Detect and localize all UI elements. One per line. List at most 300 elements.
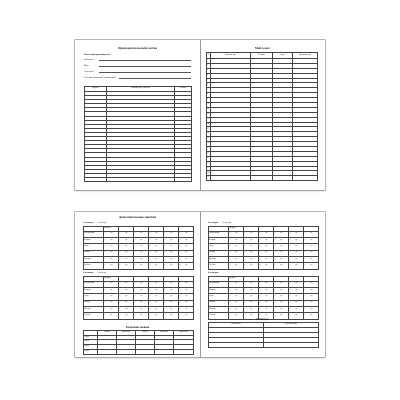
students-table (206, 52, 318, 181)
from-label: с (304, 288, 306, 291)
time-cell[interactable] (119, 263, 134, 269)
time-cell[interactable] (149, 313, 164, 319)
subject-header: Предмет (104, 276, 119, 281)
from-label: с (149, 251, 151, 254)
from-label: с (104, 257, 106, 260)
to-label: до (295, 282, 298, 285)
from-label: с (119, 238, 121, 241)
from-label: с (119, 232, 121, 235)
time-cell[interactable] (274, 263, 289, 269)
to-label: до (185, 264, 188, 267)
subject-header: Предмет (104, 226, 119, 231)
to-label: до (235, 301, 238, 304)
from-label: с (164, 232, 166, 235)
from-label: с (149, 232, 151, 235)
to-label: до (295, 257, 298, 260)
to-label: до (125, 238, 128, 241)
row-number: 23 (207, 166, 211, 171)
time-cell[interactable] (259, 263, 274, 269)
from-label: с (164, 282, 166, 285)
from-label: с (104, 307, 106, 310)
from-label: с (274, 288, 276, 291)
to-label: до (265, 238, 268, 241)
bells-col-header: Примечание (174, 331, 194, 336)
from-label: с (274, 295, 276, 298)
to-label: до (110, 314, 113, 317)
from-label: с (229, 295, 231, 298)
from-label: с (289, 245, 291, 248)
bells-cell[interactable] (174, 349, 194, 354)
from-label: с (289, 264, 291, 267)
to-label: до (280, 314, 283, 317)
from-label: с (259, 264, 261, 267)
to-label: до (125, 251, 128, 254)
time-cell[interactable] (304, 263, 319, 269)
from-label: с (104, 238, 106, 241)
from-label: с (134, 245, 136, 248)
day-label: Пятница (209, 257, 229, 263)
to-label: до (235, 307, 238, 310)
to-label: до (310, 282, 313, 285)
from-label: с (149, 307, 151, 310)
time-cell[interactable] (289, 263, 304, 269)
from-label: с (164, 245, 166, 248)
row-number: 8 (207, 93, 211, 98)
from-label: с (179, 307, 181, 310)
from-label: с (164, 307, 166, 310)
to-label: до (235, 288, 238, 291)
from-label: с (304, 238, 306, 241)
to-label: до (185, 238, 188, 241)
to-label: до (295, 288, 298, 291)
to-label: до (185, 295, 188, 298)
from-label: с (274, 301, 276, 304)
teacher-field-label: Отчество (84, 70, 94, 73)
from-label: с (229, 232, 231, 235)
row-number: 3 (207, 68, 211, 73)
lesson-label: 2 урок (84, 340, 98, 345)
from-label: с (179, 257, 181, 260)
table-row (207, 176, 318, 181)
from-label: с (304, 232, 306, 235)
to-label: до (140, 314, 143, 317)
from-label: с (259, 314, 261, 317)
from-label: с (229, 238, 231, 241)
to-label: до (155, 301, 158, 304)
to-label: до (280, 251, 283, 254)
bells-cell[interactable] (117, 349, 136, 354)
time-cell[interactable] (179, 313, 194, 319)
bells-col-header: Начало (136, 331, 155, 336)
quarter-label: 4 четверть (208, 272, 219, 274)
class-teacher-label: Классный руководитель (84, 53, 111, 56)
from-label: с (119, 251, 121, 254)
to-label: до (250, 282, 253, 285)
to-label: до (185, 307, 188, 310)
to-label: до (310, 251, 313, 254)
bells-col-header: Окончание (155, 331, 174, 336)
to-label: до (235, 314, 238, 317)
day-label: Понедельник (84, 281, 104, 287)
from-label: с (289, 295, 291, 298)
from-label: с (164, 238, 166, 241)
day-label: Четверг (84, 250, 104, 256)
lesson-label: 4 урок (84, 349, 98, 354)
teachers-col-header: Предмет (85, 87, 107, 92)
teacher-field-line[interactable] (119, 78, 191, 79)
from-label: с (229, 251, 231, 254)
bottom-spread (75, 212, 325, 357)
time-cell[interactable] (149, 263, 164, 269)
teachers-title: Преподавательский состав (118, 46, 157, 50)
to-label: до (280, 238, 283, 241)
from-label: с (149, 282, 151, 285)
from-label: с (289, 257, 291, 260)
bells-cell[interactable] (155, 349, 174, 354)
from-label: с (244, 238, 246, 241)
to-label: до (185, 251, 188, 254)
table-row (84, 263, 194, 269)
to-label: до (295, 301, 298, 304)
from-label: с (104, 232, 106, 235)
day-label: Пятница (84, 257, 104, 263)
to-label: до (295, 264, 298, 267)
from-label: с (274, 282, 276, 285)
to-label: до (310, 301, 313, 304)
to-label: до (250, 264, 253, 267)
time-cell[interactable] (104, 313, 119, 319)
to-label: до (170, 301, 173, 304)
time-cell[interactable] (119, 313, 134, 319)
to-label: до (140, 264, 143, 267)
to-label: до (170, 245, 173, 248)
from-label: с (304, 295, 306, 298)
from-label: с (274, 257, 276, 260)
to-label: до (250, 301, 253, 304)
from-label: с (244, 264, 246, 267)
to-label: до (110, 232, 113, 235)
to-label: до (280, 232, 283, 235)
to-label: до (170, 238, 173, 241)
to-label: до (185, 282, 188, 285)
extra-classes-page-right (200, 212, 325, 357)
from-label: с (259, 232, 261, 235)
from-label: с (149, 257, 151, 260)
time-cell[interactable] (134, 313, 149, 319)
row-number: 9 (207, 98, 211, 103)
schedule-table (83, 226, 194, 270)
to-label: до (110, 238, 113, 241)
from-label: с (119, 282, 121, 285)
teachers-col-header: Фамилия, имя, отчество (107, 87, 175, 92)
to-label: до (310, 314, 313, 317)
teachers-cell[interactable] (107, 177, 175, 181)
from-label: с (164, 314, 166, 317)
to-label: до (125, 307, 128, 310)
from-label: с (274, 307, 276, 310)
time-cell[interactable] (134, 263, 149, 269)
from-label: с (164, 301, 166, 304)
from-label: с (244, 257, 246, 260)
time-cell[interactable] (229, 263, 244, 269)
to-label: до (170, 282, 173, 285)
row-number: 13 (207, 117, 211, 122)
to-label: до (125, 288, 128, 291)
from-label: с (229, 257, 231, 260)
holidays-cell[interactable] (209, 343, 264, 348)
to-label: до (185, 301, 188, 304)
from-label: с (179, 295, 181, 298)
to-label: до (125, 245, 128, 248)
quarter-label: 3 четверть (208, 222, 219, 224)
from-label: с (289, 238, 291, 241)
students-cell[interactable] (211, 176, 251, 181)
from-label: с (164, 295, 166, 298)
from-label: с (244, 232, 246, 235)
students-cell[interactable] (251, 176, 273, 181)
row-number: 14 (207, 122, 211, 127)
teachers-cell[interactable] (175, 177, 192, 181)
day-label: Четверг (84, 300, 104, 306)
to-label: до (280, 282, 283, 285)
from-label: с (119, 314, 121, 317)
row-number: 15 (207, 127, 211, 132)
row-number: 19 (207, 147, 211, 152)
subject-header: Предмет (229, 226, 244, 231)
to-label: до (295, 238, 298, 241)
to-label: до (110, 257, 113, 260)
bells-cell[interactable] (136, 349, 155, 354)
from-label: с (179, 251, 181, 254)
to-label: до (310, 232, 313, 235)
day-label: Суббота (84, 313, 104, 319)
bells-title: Расписание звонков (125, 326, 150, 329)
from-label: с (289, 232, 291, 235)
teacher-field-line[interactable] (99, 60, 191, 61)
from-label: с (104, 288, 106, 291)
to-label: до (170, 295, 173, 298)
from-label: с (244, 245, 246, 248)
row-number: 22 (207, 161, 211, 166)
to-label: до (295, 307, 298, 310)
to-label: до (110, 251, 113, 254)
to-label: до (280, 257, 283, 260)
to-label: до (295, 245, 298, 248)
row-number: 10 (207, 103, 211, 108)
to-label: до (235, 282, 238, 285)
from-label: с (164, 264, 166, 267)
table-row (84, 349, 194, 354)
lesson-label: 1 урок (84, 335, 98, 340)
to-label: до (310, 307, 313, 310)
to-label: до (155, 245, 158, 248)
to-label: до (155, 307, 158, 310)
to-label: до (250, 295, 253, 298)
from-label: с (179, 264, 181, 267)
holidays-cell[interactable] (264, 343, 319, 348)
to-label: до (110, 288, 113, 291)
to-label: до (265, 245, 268, 248)
students-col-header: Телефон (251, 53, 273, 59)
to-label: до (310, 238, 313, 241)
to-label: до (155, 282, 158, 285)
to-label: до (170, 264, 173, 267)
day-label: Суббота (209, 313, 229, 319)
time-cell[interactable] (164, 313, 179, 319)
to-label: до (295, 232, 298, 235)
time-cell[interactable] (179, 263, 194, 269)
row-number: 4 (207, 73, 211, 78)
from-label: с (304, 301, 306, 304)
from-label: с (134, 232, 136, 235)
from-label: с (134, 301, 136, 304)
teacher-field-line[interactable] (99, 72, 191, 73)
from-label: с (134, 264, 136, 267)
row-number: 1 (207, 59, 211, 64)
to-label: до (185, 288, 188, 291)
to-label: до (310, 245, 313, 248)
to-label: до (155, 288, 158, 291)
to-label: до (110, 264, 113, 267)
from-label: с (244, 251, 246, 254)
to-label: до (185, 232, 188, 235)
from-label: с (244, 295, 246, 298)
to-label: до (280, 264, 283, 267)
time-cell[interactable] (164, 263, 179, 269)
from-label: с (149, 264, 151, 267)
to-label: до (170, 257, 173, 260)
row-number: 2 (207, 63, 211, 68)
time-cell[interactable] (244, 263, 259, 269)
students-col-header: Дата рождения (293, 53, 318, 59)
row-number: 16 (207, 132, 211, 137)
from-label: с (134, 288, 136, 291)
teachers-page (75, 40, 201, 190)
from-label: с (229, 264, 231, 267)
to-label: до (235, 232, 238, 235)
to-label: до (310, 288, 313, 291)
from-label: с (259, 251, 261, 254)
holidays-col-header: Дата окончания (264, 323, 319, 328)
schedule-table (83, 276, 194, 320)
semester-label: 1 семестр (97, 272, 107, 274)
from-label: с (119, 245, 121, 248)
from-label: с (149, 301, 151, 304)
subject-header: Предмет (229, 276, 244, 281)
from-label: с (104, 264, 106, 267)
from-label: с (229, 314, 231, 317)
bells-cell[interactable] (98, 349, 117, 354)
teachers-table (84, 86, 192, 182)
day-label: Понедельник (209, 231, 229, 237)
from-label: с (244, 288, 246, 291)
holidays-table (208, 322, 319, 348)
students-cell[interactable] (273, 176, 293, 181)
to-label: до (235, 245, 238, 248)
to-label: до (265, 288, 268, 291)
from-label: с (104, 282, 106, 285)
row-number: 6 (207, 83, 211, 88)
from-label: с (149, 314, 151, 317)
from-label: с (179, 238, 181, 241)
to-label: до (310, 264, 313, 267)
from-label: с (289, 288, 291, 291)
to-label: до (265, 282, 268, 285)
from-label: с (289, 301, 291, 304)
to-label: до (155, 264, 158, 267)
my-class-title: Мой класс (254, 46, 271, 50)
from-label: с (244, 282, 246, 285)
row-number: 18 (207, 142, 211, 147)
day-label: Суббота (84, 263, 104, 269)
to-label: до (125, 257, 128, 260)
day-label: Среда (84, 294, 104, 300)
from-label: с (304, 257, 306, 260)
to-label: до (140, 238, 143, 241)
day-label: Вторник (209, 287, 229, 293)
from-label: с (104, 314, 106, 317)
to-label: до (155, 251, 158, 254)
to-label: до (280, 295, 283, 298)
to-label: до (155, 257, 158, 260)
students-cell[interactable] (293, 176, 318, 181)
from-label: с (259, 301, 261, 304)
from-label: с (259, 257, 261, 260)
from-label: с (134, 238, 136, 241)
extra-classes-page-left (75, 212, 201, 357)
to-label: до (250, 251, 253, 254)
quarter-label: 2 четверть (83, 272, 94, 274)
to-label: до (250, 314, 253, 317)
to-label: до (125, 264, 128, 267)
my-class-page (200, 40, 325, 190)
to-label: до (110, 307, 113, 310)
to-label: до (125, 301, 128, 304)
from-label: с (104, 301, 106, 304)
to-label: до (170, 288, 173, 291)
from-label: с (149, 245, 151, 248)
from-label: с (304, 314, 306, 317)
from-label: с (149, 295, 151, 298)
from-label: с (289, 314, 291, 317)
row-number: 17 (207, 137, 211, 142)
teachers-cell[interactable] (85, 177, 107, 181)
from-label: с (179, 314, 181, 317)
to-label: до (155, 314, 158, 317)
to-label: до (265, 314, 268, 317)
holidays-title: Каникулы (256, 318, 269, 321)
table-row (209, 343, 319, 348)
to-label: до (310, 257, 313, 260)
time-cell[interactable] (104, 263, 119, 269)
from-label: с (259, 282, 261, 285)
from-label: с (149, 238, 151, 241)
quarter-label: 1 четверть (83, 222, 94, 224)
from-label: с (164, 257, 166, 260)
from-label: с (179, 232, 181, 235)
from-label: с (229, 301, 231, 304)
teacher-field-line[interactable] (99, 66, 191, 67)
to-label: до (125, 295, 128, 298)
from-label: с (259, 238, 261, 241)
to-label: до (295, 314, 298, 317)
bells-col-header: Начало (98, 331, 117, 336)
from-label: с (229, 288, 231, 291)
day-label: Вторник (84, 237, 104, 243)
from-label: с (104, 245, 106, 248)
from-label: с (274, 245, 276, 248)
to-label: до (295, 295, 298, 298)
